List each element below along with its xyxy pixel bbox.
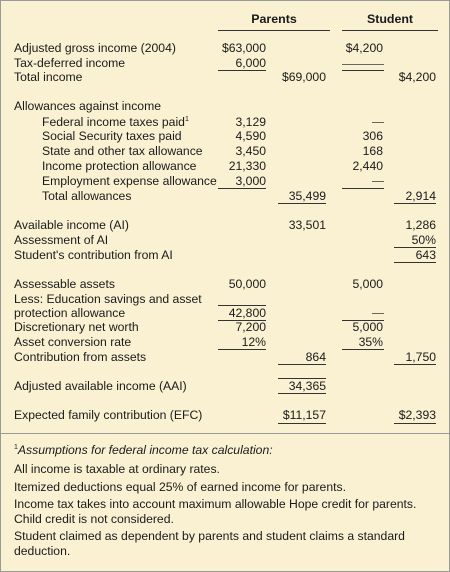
agi-parents: $63,000 bbox=[221, 41, 266, 55]
total-income-label: Total income bbox=[14, 70, 83, 84]
state-tax-student: 168 bbox=[362, 144, 383, 158]
efc-student-rule bbox=[394, 423, 436, 424]
total-allowances-student: 2,914 bbox=[405, 189, 436, 203]
assessable-assets-student: 5,000 bbox=[352, 277, 383, 291]
income-protection-parents: 21,330 bbox=[228, 159, 266, 173]
assessable-assets-label: Assessable assets bbox=[14, 277, 115, 291]
protection-allowance-label: protection allowance bbox=[14, 306, 126, 320]
federal-taxes-label: Federal income taxes paid$^1$ bbox=[42, 115, 189, 129]
net-worth-student: 5,000 bbox=[352, 320, 383, 334]
employment-student-rule bbox=[342, 188, 384, 189]
tax-deferred-parents: 6,000 bbox=[235, 56, 266, 70]
less-education-label: Less: Education savings and asset bbox=[14, 292, 202, 306]
aai-parents: 34,365 bbox=[288, 379, 326, 393]
total-allowances-student-rule bbox=[394, 203, 436, 204]
conversion-rate-student-rule bbox=[342, 349, 384, 350]
assets-contribution-label: Contribution from assets bbox=[14, 350, 147, 364]
conversion-rate-label: Asset conversion rate bbox=[14, 335, 132, 349]
assets-contribution-student: 1,750 bbox=[405, 350, 436, 364]
agi-label: Adjusted gross income (2004) bbox=[14, 41, 176, 55]
tax-deferred-parents-rule bbox=[218, 70, 266, 71]
tax-deferred-label: Tax-deferred income bbox=[14, 56, 126, 70]
total-allowances-parents: 35,499 bbox=[288, 189, 326, 203]
net-worth-parents: 7,200 bbox=[235, 320, 266, 334]
ai-parents: 33,501 bbox=[288, 218, 326, 232]
agi-student: $4,200 bbox=[345, 41, 383, 55]
income-protection-student: 2,440 bbox=[352, 159, 383, 173]
assets-contribution-parents: 864 bbox=[305, 350, 326, 364]
assets-contribution-parents-rule bbox=[278, 364, 326, 365]
net-worth-label: Discretionary net worth bbox=[14, 320, 139, 334]
ss-taxes-parents: 4,590 bbox=[235, 129, 266, 143]
footnote-line-2: Itemized deductions equal 25% of earned income for parents. bbox=[14, 480, 346, 494]
tax-deferred-student-rule bbox=[342, 70, 384, 71]
state-tax-parents: 3,450 bbox=[235, 144, 266, 158]
employment-expense-parents: 3,000 bbox=[235, 174, 266, 188]
efc-parents-rule bbox=[278, 423, 326, 424]
aai-label: Adjusted available income (AAI) bbox=[14, 379, 187, 393]
conversion-rate-parents-rule bbox=[218, 349, 266, 350]
conversion-rate-student: 35% bbox=[358, 335, 383, 349]
assessment-ai-student: 50% bbox=[411, 233, 436, 247]
aai-rule bbox=[278, 393, 326, 394]
header-parents-rule bbox=[218, 30, 330, 31]
employment-student-dash bbox=[372, 181, 384, 182]
ss-taxes-student: 306 bbox=[362, 129, 383, 143]
conversion-rate-parents: 12% bbox=[241, 335, 266, 349]
header-student-rule bbox=[342, 30, 438, 31]
federal-taxes-parents: 3,129 bbox=[235, 115, 266, 129]
student-contribution-ai-label: Student's contribution from AI bbox=[14, 248, 173, 262]
efc-label: Expected family contribution (EFC) bbox=[14, 408, 203, 422]
efc-student: $2,393 bbox=[398, 408, 436, 422]
footnote-line-4: Student claimed as dependent by parents and student claims a standard deduction. bbox=[14, 529, 405, 558]
assets-contribution-student-rule bbox=[394, 364, 436, 365]
tax-deferred-student-dash bbox=[342, 64, 384, 65]
header-student: Student bbox=[366, 12, 414, 26]
footnote-line-1: All income is taxable at ordinary rates. bbox=[14, 462, 220, 476]
federal-taxes-student-dash bbox=[372, 122, 384, 123]
total-allowances-parents-rule bbox=[278, 203, 326, 204]
assessable-assets-parents: 50,000 bbox=[228, 277, 266, 291]
protection-allowance-parents: 42,800 bbox=[228, 306, 266, 320]
ai-student: 1,286 bbox=[405, 218, 436, 232]
header-parents: Parents bbox=[251, 12, 297, 26]
footnote-divider bbox=[0, 433, 450, 434]
state-tax-label: State and other tax allowance bbox=[42, 144, 203, 158]
student-contribution-ai-rule bbox=[394, 262, 436, 263]
ss-taxes-label: Social Security taxes paid bbox=[42, 129, 182, 143]
total-allowances-label: Total allowances bbox=[42, 189, 132, 203]
allowances-heading: Allowances against income bbox=[14, 99, 162, 113]
assessment-ai-label: Assessment of AI bbox=[14, 233, 109, 247]
efc-parents: $11,157 bbox=[282, 408, 326, 422]
ai-label: Available income (AI) bbox=[14, 218, 129, 232]
total-income-parents: $69,000 bbox=[281, 70, 326, 84]
total-income-student: $4,200 bbox=[398, 70, 436, 84]
footnote-line-3: Income tax takes into account maximum allowable Hope credit for parents. Child credit is not considered. bbox=[14, 497, 417, 526]
employment-expense-label: Employment expense allowance bbox=[42, 174, 217, 188]
employment-parents-rule bbox=[218, 188, 266, 189]
student-contribution-ai-value: 643 bbox=[415, 248, 436, 262]
footnote-title: $^1$Assumptions for federal income tax calculation: bbox=[14, 443, 273, 457]
protection-student-dash bbox=[372, 313, 384, 314]
income-protection-label: Income protection allowance bbox=[42, 159, 197, 173]
